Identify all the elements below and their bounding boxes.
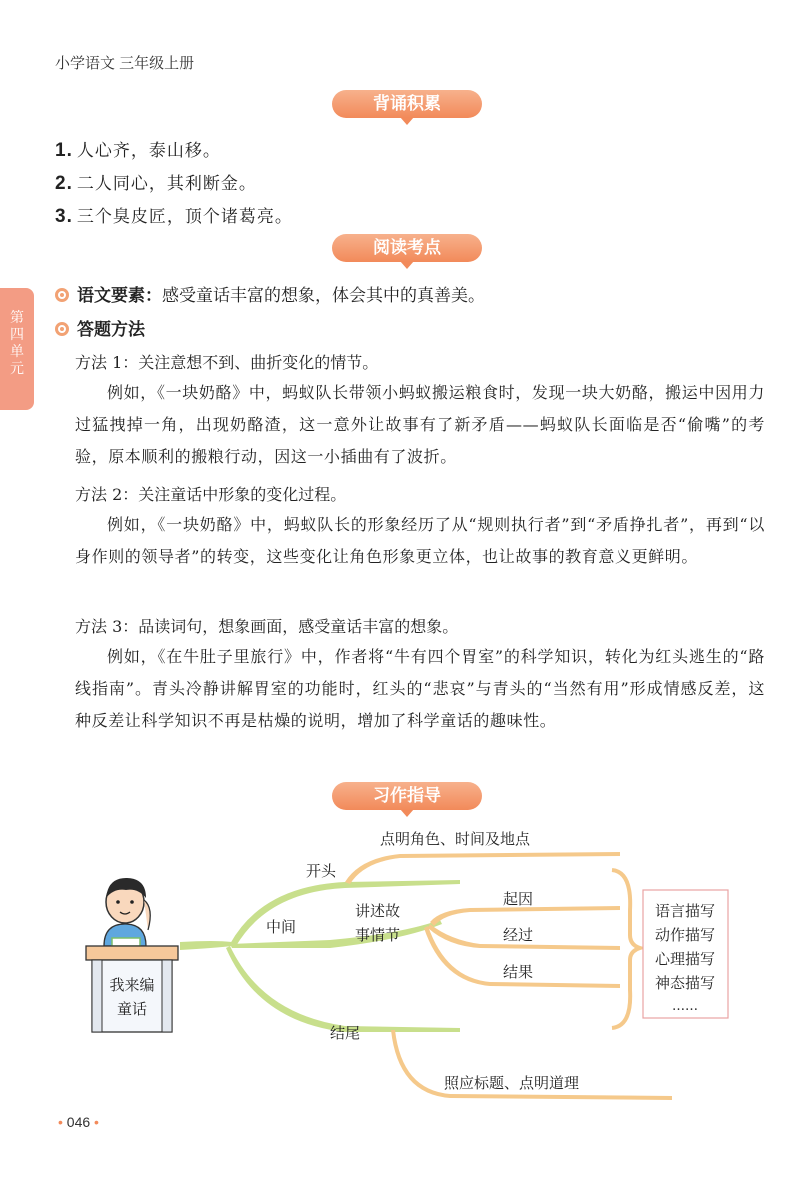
dot-icon: • xyxy=(58,1114,63,1130)
book-title: 小学语文 三年级上册 xyxy=(55,55,195,72)
circle-bullet-icon xyxy=(55,322,69,336)
branch-middle-sub: 事情节 xyxy=(355,926,401,944)
answer-method-heading xyxy=(55,315,145,340)
technique-item: 神态描写 xyxy=(654,974,716,992)
section-banner-recite xyxy=(332,90,482,118)
recite-item xyxy=(55,169,257,195)
method-title: 方法 1：关注意想不到、曲折变化的情节。 xyxy=(75,353,379,372)
mindmap-root-branch xyxy=(180,941,232,950)
language-element-label: 语文要素： xyxy=(77,286,162,306)
recite-item-text: 二人同心，其利断金。 xyxy=(76,174,257,194)
plot-branch xyxy=(430,906,620,926)
method-example: 例如，《在牛肚子里旅行》中，作者将“牛有四个胃室”的科学知识，转化为红头逃生的“路线指南”。青头冷静讲解胃室的功能时，红头的“悲哀”与青头的“当然有用”形成情感反差，这种反差让科学知识不再是枯燥的说明，增加了科学童话的趣味性。 xyxy=(75,647,765,730)
unit-side-tab xyxy=(0,288,34,410)
branch-end-label: 结尾 xyxy=(330,1024,361,1042)
branch-middle-label: 中间 xyxy=(266,918,297,936)
method-title: 方法 2：关注童话中形象的变化过程。 xyxy=(75,485,347,504)
answer-method-label: 答题方法 xyxy=(77,320,145,340)
recite-item-text: 三个臭皮匠，顶个诸葛亮。 xyxy=(76,207,293,227)
mindmap-start-detail-branch xyxy=(345,852,620,884)
method-title: 方法 3：品读词句，想象画面，感受童话丰富的想象。 xyxy=(75,617,459,636)
plot-item: 结果 xyxy=(503,963,534,981)
banner-tail-icon xyxy=(400,261,414,269)
section-title-recite: 背诵积累 xyxy=(373,94,441,114)
section-banner-reading xyxy=(332,234,482,262)
plot-item: 起因 xyxy=(503,890,534,908)
technique-item: …… xyxy=(672,999,698,1014)
recite-item-number: 1. xyxy=(55,140,73,161)
page-number-text: 046 xyxy=(66,1114,91,1130)
language-element xyxy=(55,281,485,306)
method-example: 例如，《一块奶酪》中，蚂蚁队长的形象经历了从“规则执行者”到“矛盾挣扎者”，再到“以身作则的领导者”的转变，这些变化让角色形象更立体，也让故事的教育意义更鲜明。 xyxy=(75,515,765,566)
branch-start-label: 开头 xyxy=(306,862,337,880)
plot-item: 经过 xyxy=(503,926,534,944)
recite-item-number: 2. xyxy=(55,173,73,194)
technique-item: 心理描写 xyxy=(654,950,716,968)
method-example: 例如，《一块奶酪》中，蚂蚁队长带领小蚂蚁搬运粮食时，发现一块大奶酪，搬运中因用力过猛拽掉一角，出现奶酪渣，这一意外让故事有了新矛盾——蚂蚁队长面临是否“偷嘴”的考验，原本顺利的搬粮行动，因这一小插曲有了波折。 xyxy=(75,383,765,466)
page-number xyxy=(58,1114,99,1130)
mindmap-branch-end xyxy=(226,946,460,1032)
section-title-reading: 阅读考点 xyxy=(373,238,441,258)
branch-middle-sub: 讲述故 xyxy=(355,902,401,920)
center-label: 童话 xyxy=(116,1000,148,1018)
recite-item xyxy=(55,202,293,228)
recite-item xyxy=(55,136,221,162)
circle-bullet-icon xyxy=(55,288,69,302)
center-label: 我来编 xyxy=(109,976,155,994)
technique-item: 动作描写 xyxy=(654,926,716,944)
language-element-text: 感受童话丰富的想象，体会其中的真善美。 xyxy=(162,286,485,306)
boy-reading-icon xyxy=(104,878,150,946)
branch-end-detail: 照应标题、点明道理 xyxy=(444,1074,580,1092)
recite-item-text: 人心齐，泰山移。 xyxy=(76,141,221,161)
branch-start-detail: 点明角色、时间及地点 xyxy=(380,830,531,848)
writing-mindmap xyxy=(0,800,800,1110)
technique-item: 语言描写 xyxy=(654,902,716,920)
recite-item-number: 3. xyxy=(55,206,73,227)
section-title-writing: 习作指导 xyxy=(373,786,441,806)
mindmap-branch-start xyxy=(230,880,460,946)
unit-side-tab-label: 第四单元 xyxy=(10,310,24,377)
dot-icon: • xyxy=(94,1114,99,1130)
mindmap-branch-middle xyxy=(230,920,442,948)
banner-tail-icon xyxy=(400,117,414,125)
